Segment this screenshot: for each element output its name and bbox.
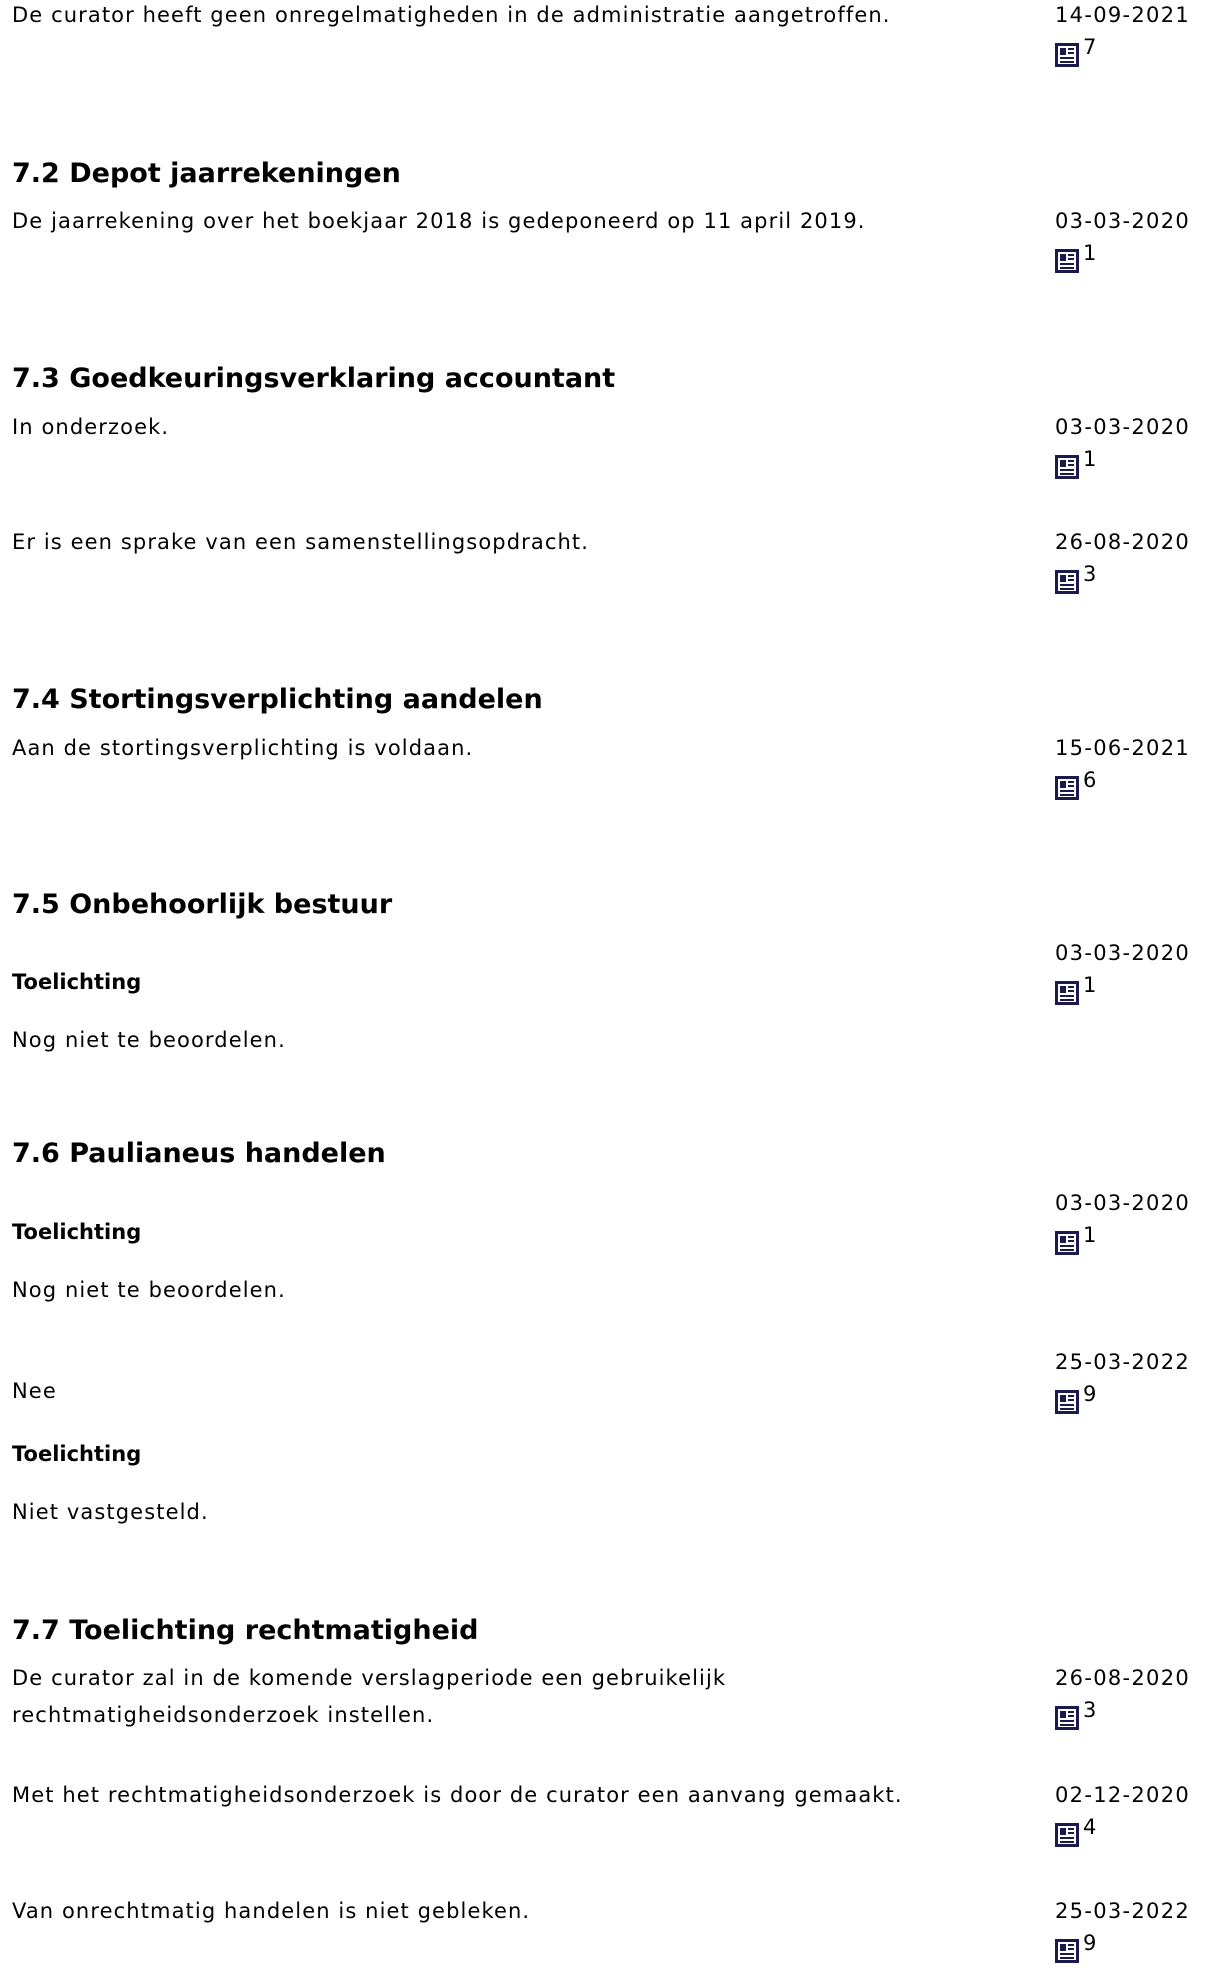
entry-text: De curator zal in de komende verslagperiode een gebruikelijk xyxy=(12,1666,727,1690)
entry-text: Er is een sprake van een samenstellingsopdracht. xyxy=(12,530,589,554)
report-link[interactable] xyxy=(1055,35,1096,65)
report-document-icon xyxy=(1055,35,1079,67)
report-number: 9 xyxy=(1083,1931,1097,1955)
report-link[interactable] xyxy=(1055,1223,1096,1253)
report-link[interactable] xyxy=(1055,973,1096,1003)
report-number: 3 xyxy=(1083,1698,1097,1722)
section-heading: 7.2 Depot jaarrekeningen xyxy=(12,158,401,189)
entry-text: Nog niet te beoordelen. xyxy=(12,1028,286,1052)
section-heading: 7.3 Goedkeuringsverklaring accountant xyxy=(12,363,616,394)
entry-date: 02-12-2020 xyxy=(1055,1783,1191,1807)
report-number: 1 xyxy=(1083,1223,1097,1247)
report-number: 1 xyxy=(1083,447,1097,471)
toelichting-label: Toelichting xyxy=(12,1442,142,1466)
entry-date: 03-03-2020 xyxy=(1055,1191,1191,1215)
toelichting-label: Toelichting xyxy=(12,970,142,994)
section-heading: 7.5 Onbehoorlijk bestuur xyxy=(12,889,393,920)
entry-date: 03-03-2020 xyxy=(1055,415,1191,439)
report-document-icon xyxy=(1055,241,1079,273)
entry-text: In onderzoek. xyxy=(12,415,170,439)
report-link[interactable] xyxy=(1055,241,1096,271)
report-document-icon xyxy=(1055,1815,1079,1847)
entry-date: 03-03-2020 xyxy=(1055,941,1191,965)
report-number: 1 xyxy=(1083,973,1097,997)
entry-date: 25-03-2022 xyxy=(1055,1899,1191,1923)
entry-text: Nog niet te beoordelen. xyxy=(12,1278,286,1302)
report-document-icon xyxy=(1055,1223,1079,1255)
entry-text: rechtmatigheidsonderzoek instellen. xyxy=(12,1703,435,1727)
report-number: 9 xyxy=(1083,1382,1097,1406)
entry-text: De curator heeft geen onregelmatigheden in de administratie aangetroffen. xyxy=(12,3,891,27)
report-link[interactable] xyxy=(1055,447,1096,477)
toelichting-label: Toelichting xyxy=(12,1220,142,1244)
section-heading: 7.6 Paulianeus handelen xyxy=(12,1138,386,1169)
report-number: 7 xyxy=(1083,35,1097,59)
report-link[interactable] xyxy=(1055,1382,1096,1412)
report-link[interactable] xyxy=(1055,768,1096,798)
report-document-icon xyxy=(1055,1382,1079,1414)
entry-text: Van onrechtmatig handelen is niet gebleken. xyxy=(12,1899,531,1923)
entry-date: 14-09-2021 xyxy=(1055,3,1191,27)
report-document-icon xyxy=(1055,768,1079,800)
report-document-icon xyxy=(1055,447,1079,479)
entry-date: 26-08-2020 xyxy=(1055,1666,1191,1690)
entry-date: 03-03-2020 xyxy=(1055,209,1191,233)
entry-text: Niet vastgesteld. xyxy=(12,1500,209,1524)
report-link[interactable] xyxy=(1055,1931,1096,1961)
section-heading: 7.7 Toelichting rechtmatigheid xyxy=(12,1615,479,1646)
entry-date: 26-08-2020 xyxy=(1055,530,1191,554)
answer-text: Nee xyxy=(12,1379,57,1403)
report-document-icon xyxy=(1055,1698,1079,1730)
report-link[interactable] xyxy=(1055,1698,1096,1728)
entry-text: Met het rechtmatigheidsonderzoek is door de curator een aanvang gemaakt. xyxy=(12,1783,903,1807)
section-heading: 7.4 Stortingsverplichting aandelen xyxy=(12,684,543,715)
report-link[interactable] xyxy=(1055,562,1096,592)
report-number: 4 xyxy=(1083,1815,1097,1839)
report-document-icon xyxy=(1055,562,1079,594)
report-number: 1 xyxy=(1083,241,1097,265)
entry-date: 15-06-2021 xyxy=(1055,736,1191,760)
report-document-icon xyxy=(1055,1931,1079,1963)
entry-text: Aan de stortingsverplichting is voldaan. xyxy=(12,736,474,760)
report-document-icon xyxy=(1055,973,1079,1005)
report-number: 3 xyxy=(1083,562,1097,586)
entry-date: 25-03-2022 xyxy=(1055,1350,1191,1374)
report-link[interactable] xyxy=(1055,1815,1096,1845)
report-number: 6 xyxy=(1083,768,1097,792)
entry-text: De jaarrekening over het boekjaar 2018 is gedeponeerd op 11 april 2019. xyxy=(12,209,866,233)
